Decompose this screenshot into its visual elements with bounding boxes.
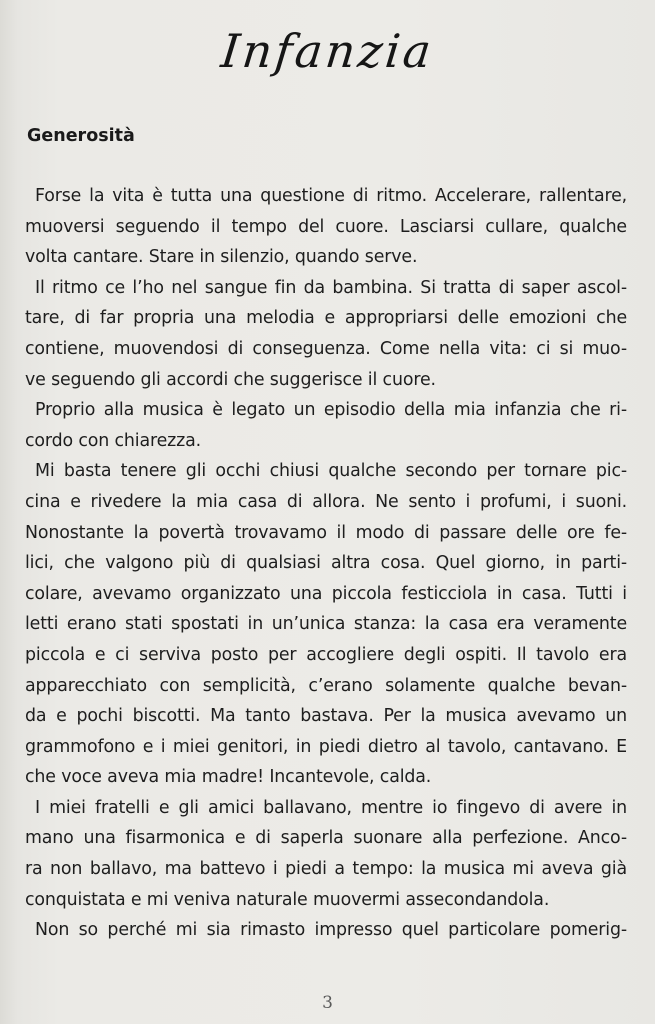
text-line: cordo con chiarezza. bbox=[25, 430, 201, 451]
text-line: cina e rivedere la mia casa di allora. Ne sento i profumi, i suoni. bbox=[25, 491, 627, 512]
page-number: 3 bbox=[322, 993, 333, 1013]
text-line: da e pochi biscotti. Ma tanto bastava. Per la musica avevamo un bbox=[25, 706, 627, 727]
text-line: Mi basta tenere gli occhi chiusi qualche secondo per tornare pic- bbox=[35, 461, 627, 482]
text-line: mano una fisarmonica e di saperla suonare alla perfezione. Anco- bbox=[25, 828, 627, 849]
text-line: grammofono e i miei genitori, in piedi dietro al tavolo, cantavano. E bbox=[25, 736, 627, 757]
section-heading: Generosità bbox=[27, 126, 135, 146]
text-line: colare, avevamo organizzato una piccola festicciola in casa. Tutti i bbox=[25, 583, 627, 604]
text-line: Non so perché mi sia rimasto impresso quel particolare pomerig- bbox=[35, 920, 627, 941]
text-line: Proprio alla musica è legato un episodio della mia infanzia che ri- bbox=[35, 400, 627, 421]
text-line: Il ritmo ce l’ho nel sangue fin da bambina. Si tratta di saper ascol- bbox=[35, 277, 627, 298]
text-line: lici, che valgono più di qualsiasi altra cosa. Quel giorno, in parti- bbox=[25, 553, 627, 574]
text-line: piccola e ci serviva posto per accogliere degli ospiti. Il tavolo era bbox=[25, 644, 627, 665]
text-line: apparecchiato con semplicità, c’erano solamente qualche bevan- bbox=[25, 675, 627, 696]
chapter-title: Infanzia bbox=[218, 24, 437, 78]
text-line: muoversi seguendo il tempo del cuore. Lasciarsi cullare, qualche bbox=[25, 216, 627, 237]
text-line: letti erano stati spostati in un’unica stanza: la casa era veramente bbox=[25, 614, 627, 635]
text-line: che voce aveva mia madre! Incantevole, calda. bbox=[25, 767, 432, 788]
text-line: Forse la vita è tutta una questione di ritmo. Accelerare, rallentare, bbox=[35, 186, 627, 206]
text-line: ra non ballavo, ma battevo i piedi a tempo: la musica mi aveva già bbox=[25, 859, 627, 880]
text-line: tare, di far propria una melodia e appropriarsi delle emozioni che bbox=[25, 308, 627, 329]
body-text bbox=[25, 181, 627, 946]
text-line: conquistata e mi veniva naturale muovermi assecondandola. bbox=[25, 889, 550, 910]
text-line: contiene, muovendosi di conseguenza. Come nella vita: ci si muo- bbox=[25, 338, 627, 359]
text-line: I miei fratelli e gli amici ballavano, mentre io fingevo di avere in bbox=[35, 797, 627, 818]
text-line: ve seguendo gli accordi che suggerisce il cuore. bbox=[25, 369, 436, 390]
text-line: volta cantare. Stare in silenzio, quando serve. bbox=[25, 247, 418, 268]
text-line: Nonostante la povertà trovavamo il modo di passare delle ore fe- bbox=[25, 522, 627, 543]
